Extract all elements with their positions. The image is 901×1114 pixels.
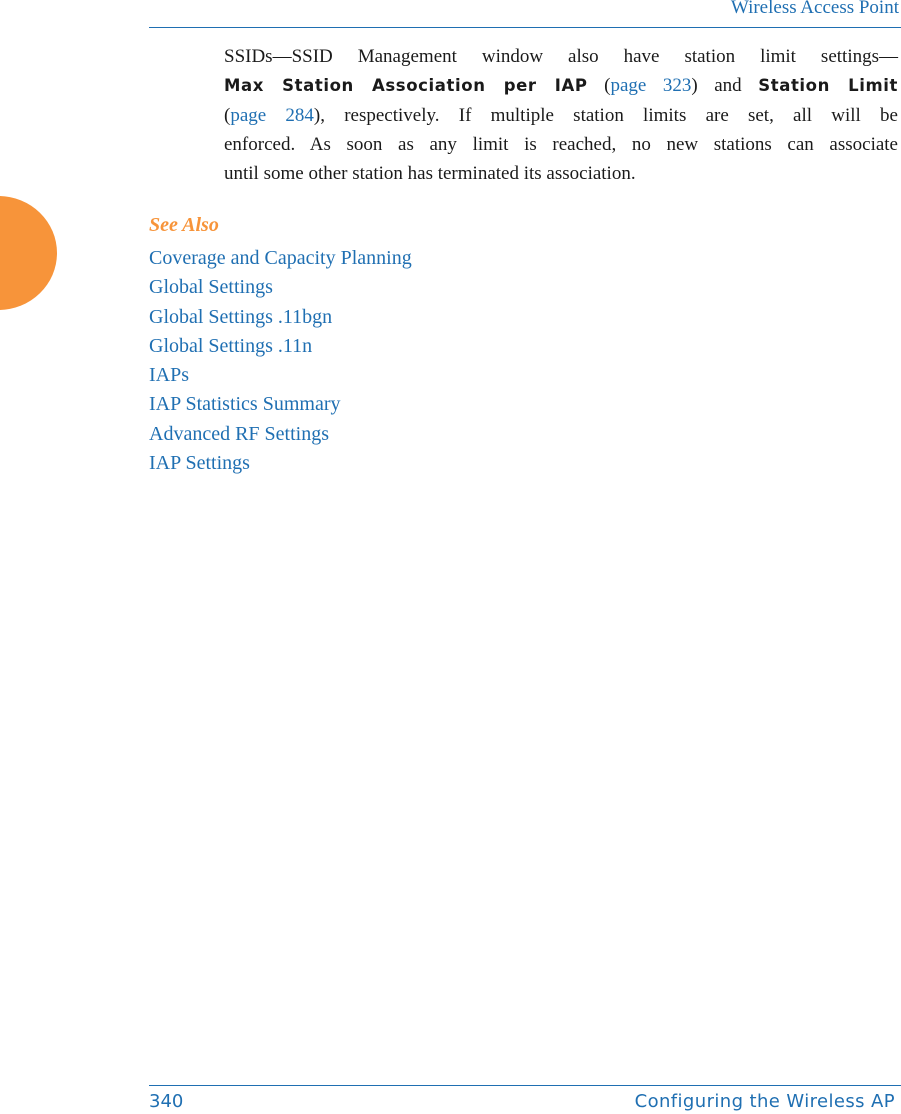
link-global-settings-11bgn[interactable]: Global Settings .11bgn [149, 305, 333, 328]
station-limit-label: Station Limit [758, 76, 899, 96]
body-line-5: until some other station has terminated its association. [224, 163, 636, 185]
body-line-1: SSIDs—SSID Management window also have station limit settings— [224, 46, 898, 67]
link-iaps[interactable]: IAPs [149, 364, 190, 387]
body-paragraph [224, 42, 898, 188]
link-iap-statistics-summary[interactable]: IAP Statistics Summary [149, 393, 341, 416]
body-line-2: Max Station Association per IAP (page 323) and Station Limit [224, 75, 899, 97]
see-also-heading: See Also [149, 214, 219, 236]
page-323-link[interactable]: page 323 [610, 75, 692, 97]
footer-page-number: 340 [149, 1091, 184, 1112]
running-header-title: Wireless Access Point [730, 0, 899, 18]
page-284-link[interactable]: page 284 [230, 104, 314, 126]
footer-rule [149, 1085, 901, 1086]
max-station-association-label: Max Station Association per IAP [224, 76, 588, 96]
chapter-tab-marker [0, 196, 57, 310]
header-rule [149, 27, 901, 28]
see-also-link-list [149, 244, 412, 478]
link-global-settings-11n[interactable]: Global Settings .11n [149, 334, 313, 357]
body-line-4: enforced. As soon as any limit is reached, no new stations can associate [224, 133, 898, 155]
link-advanced-rf-settings[interactable]: Advanced RF Settings [149, 422, 329, 445]
body-line-3: (page 284), respectively. If multiple station limits are set, all will be [224, 104, 898, 126]
link-iap-settings[interactable]: IAP Settings [149, 452, 250, 475]
link-global-settings[interactable]: Global Settings [149, 276, 273, 299]
link-coverage-capacity-planning[interactable]: Coverage and Capacity Planning [149, 247, 412, 269]
footer-chapter-title: Configuring the Wireless AP [634, 1091, 895, 1112]
